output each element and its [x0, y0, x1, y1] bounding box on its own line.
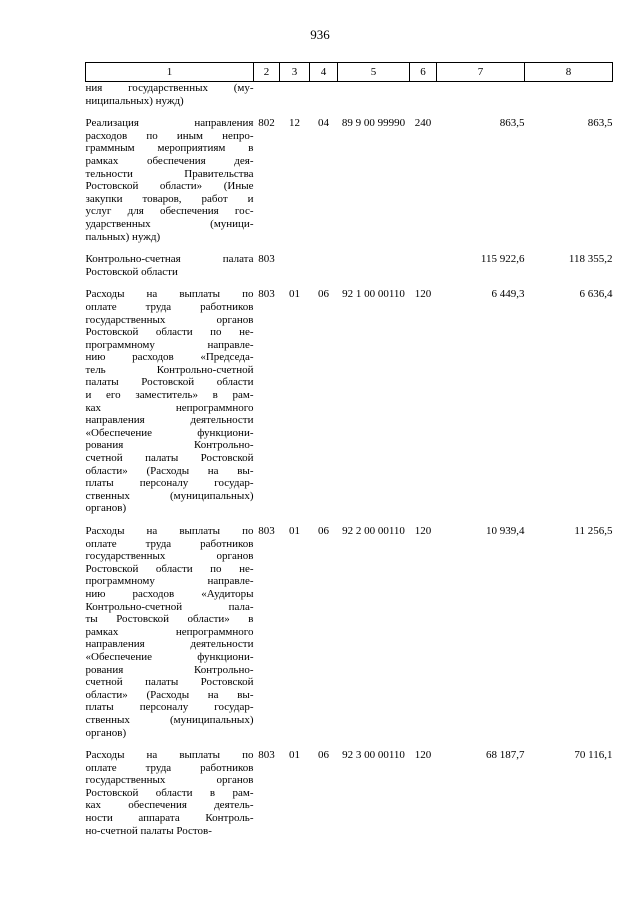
description-line: палаты Ростовской области: [85, 376, 254, 389]
description-line: платы персоналу государ-: [85, 701, 254, 714]
description-line: «Обеспечение функциони-: [85, 650, 254, 663]
description-line: органов): [85, 502, 127, 515]
expense-type-cell: 120: [414, 525, 432, 537]
description-line: нию расходов «Председа-: [85, 351, 254, 364]
description-line: Расходы на выплаты по: [85, 749, 254, 762]
agency-code-cell: 803: [258, 253, 275, 266]
target-article-cell: 92 2 00 00110: [342, 525, 405, 537]
description-line: рования Контрольно-: [85, 439, 254, 452]
description-line: и его заместитель» в рам-: [85, 389, 254, 402]
agency-code-cell: 803: [258, 288, 275, 301]
description-line: государственных органов: [85, 774, 254, 787]
agency-code-cell: 803: [258, 749, 275, 762]
description-line: Ростовской области: [85, 265, 178, 278]
description-line: ниципальных) нужд): [85, 94, 184, 107]
amount-year1-cell: 115 922,6: [480, 253, 525, 266]
row-description: [86, 253, 254, 288]
description-line: программному направле-: [85, 338, 254, 351]
description-line: области» (Расходы на вы-: [85, 464, 254, 477]
table-header-row: [86, 63, 613, 82]
description-line: Ростовской области» (Иные: [85, 180, 254, 193]
amount-year2-cell: 70 116,1: [574, 749, 613, 762]
page-number: 936: [310, 27, 330, 42]
expense-type-cell: [410, 82, 437, 118]
expense-type-cell: 120: [414, 749, 432, 762]
row-description: [86, 749, 254, 837]
description-line: ственных (муниципальных): [85, 713, 254, 726]
target-article-cell: 92 3 00 00110: [342, 749, 405, 762]
description-line: платы персоналу государ-: [85, 477, 254, 490]
description-line: рамках непрограммного: [85, 625, 254, 638]
description-line: «Обеспечение функциони-: [85, 426, 254, 439]
description-line: направления деятельности: [85, 638, 254, 651]
description-line: нию расходов «Аудиторы: [85, 587, 254, 600]
description-line: оплате труда работников: [85, 761, 254, 774]
row-description: [86, 288, 254, 525]
description-line: рамках обеспечения дея-: [85, 154, 254, 167]
agency-code-cell: 802: [258, 117, 275, 130]
header-cell: 5: [338, 63, 410, 82]
header-cell: 3: [280, 63, 310, 82]
section-code-cell: [280, 253, 310, 288]
description-line: услуг для обеспечения гос-: [85, 205, 254, 218]
amount-year1-cell: 10 939,4: [486, 525, 525, 537]
description-line: Реализация направления: [85, 117, 254, 130]
amount-year2-cell: [525, 82, 613, 118]
amount-year1-cell: [437, 82, 525, 118]
description-line: но-счетной палаты Ростов-: [85, 824, 212, 837]
amount-year1-cell: 68 187,7: [486, 749, 525, 762]
description-line: расходов по иным непро-: [85, 129, 254, 142]
amount-year1-cell: 6 449,3: [491, 288, 525, 301]
subsection-code-cell: 06: [318, 288, 329, 301]
description-line: государственных органов: [85, 313, 254, 326]
amount-year2-cell: 6 636,4: [579, 288, 613, 301]
description-line: Ростовской области в рам-: [85, 786, 254, 799]
description-line: ния государственных (му-: [85, 82, 254, 94]
description-line: ударственных (муници-: [85, 217, 254, 230]
amount-year2-cell: 118 355,2: [568, 253, 613, 266]
description-line: ности аппарата Контроль-: [85, 812, 254, 825]
section-code-cell: 12: [289, 117, 300, 130]
section-code-cell: 01: [289, 288, 300, 301]
table-row: [86, 749, 613, 837]
description-line: Контрольно-счетной пала-: [85, 600, 254, 613]
header-cell: 2: [254, 63, 280, 82]
subsection-code-cell: [310, 82, 338, 118]
amount-year1-cell: 863,5: [499, 117, 525, 130]
subsection-code-cell: 06: [318, 525, 329, 537]
header-cell: 7: [437, 63, 525, 82]
description-line: закупки товаров, работ и: [85, 192, 254, 205]
agency-code-cell: 803: [258, 525, 275, 537]
description-line: ках непрограммного: [85, 401, 254, 414]
target-article-cell: 92 1 00 00110: [342, 288, 405, 301]
description-line: Контрольно-счетная палата: [85, 253, 254, 266]
description-line: направления деятельности: [85, 414, 254, 427]
description-line: области» (Расходы на вы-: [85, 688, 254, 701]
description-line: счетной палаты Ростовской: [85, 676, 254, 689]
expense-type-cell: [410, 253, 437, 288]
description-line: Ростовской области по не-: [85, 562, 254, 575]
row-description: [86, 117, 254, 253]
expense-type-cell: 240: [414, 117, 432, 130]
description-line: граммным мероприятиям в: [85, 142, 254, 155]
description-line: оплате труда работников: [85, 300, 254, 313]
description-line: рования Контрольно-: [85, 663, 254, 676]
header-cell: 1: [86, 63, 254, 82]
description-line: оплате труда работников: [85, 537, 254, 550]
target-article-cell: [338, 253, 410, 288]
section-code-cell: [280, 82, 310, 118]
amount-year2-cell: 863,5: [587, 117, 613, 130]
header-cell: 4: [310, 63, 338, 82]
description-line: счетной палаты Ростовской: [85, 452, 254, 465]
table-row: [86, 288, 613, 525]
table-row: [86, 82, 613, 118]
table-row: [86, 253, 613, 288]
description-line: Расходы на выплаты по: [85, 288, 254, 301]
section-code-cell: 01: [289, 525, 300, 537]
subsection-code-cell: [310, 253, 338, 288]
description-line: программному направле-: [85, 575, 254, 588]
description-line: Расходы на выплаты по: [85, 525, 254, 537]
header-cell: 6: [410, 63, 437, 82]
description-line: пальных) нужд): [85, 230, 161, 243]
table-row: [86, 117, 613, 253]
subsection-code-cell: 04: [318, 117, 329, 130]
target-article-cell: [338, 82, 410, 118]
expense-type-cell: 120: [414, 288, 432, 301]
budget-table: [85, 62, 613, 837]
header-cell: 8: [525, 63, 613, 82]
section-code-cell: 01: [289, 749, 300, 762]
amount-year2-cell: 11 256,5: [574, 525, 613, 537]
description-line: ственных (муниципальных): [85, 489, 254, 502]
description-line: тель Контрольно-счетной: [85, 363, 254, 376]
description-line: тельности Правительства: [85, 167, 254, 180]
row-description: [86, 82, 254, 118]
description-line: государственных органов: [85, 550, 254, 563]
subsection-code-cell: 06: [318, 749, 329, 762]
description-line: органов): [85, 726, 127, 739]
description-line: ты Ростовской области» в: [85, 613, 254, 626]
agency-code-cell: [254, 82, 280, 118]
description-line: ках обеспечения деятель-: [85, 799, 254, 812]
row-description: [86, 525, 254, 749]
description-line: Ростовской области по не-: [85, 326, 254, 339]
table-row: [86, 525, 613, 749]
target-article-cell: 89 9 00 99990: [341, 117, 406, 130]
